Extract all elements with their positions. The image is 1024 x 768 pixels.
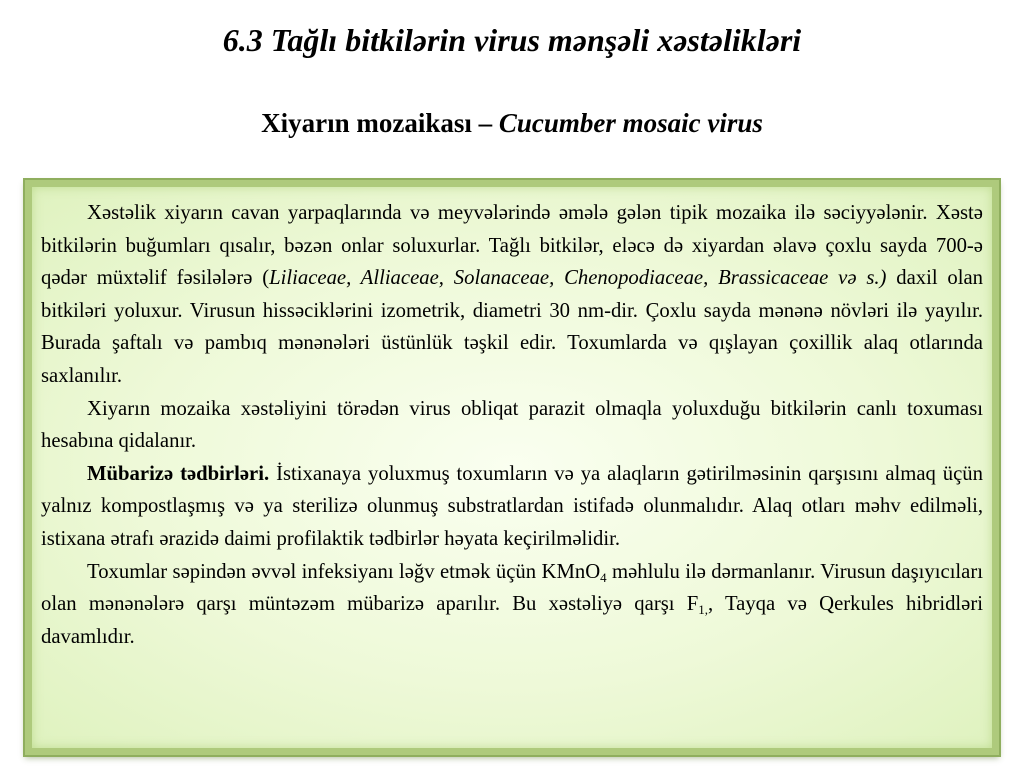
paragraph-seed-treatment: [41, 556, 983, 654]
slide-title: 6.3 Tağlı bitkilərin virus mənşəli xəstəlikləri: [222, 22, 802, 58]
subtitle-latin-name: Cucumber mosaic virus: [498, 108, 763, 138]
seed-treatment-text-2: məhlulu ilə dərmanlanır. Virusun daşıyıcıları olan mənənələrə qarşı müntəzəm mübarizə aparılır. Bu xəstəliyə qarşı F: [41, 560, 984, 616]
paragraph-control-measures: [41, 458, 983, 556]
control-measures-heading: Mübarizə tədbirləri.: [87, 462, 270, 485]
paragraph-pathogen: Xiyarın mozaika xəstəliyini törədən virus obliqat parazit olmaqla yoluxduğu bitkilərin canlı toxuması hesabına qidalanır.: [41, 397, 983, 453]
paragraph-description-text-2: daxil olan bitkiləri yoluxur. Virusun hissəciklərini izometrik, diametri 30 nm-dir. Çoxlu sayda mənənə növləri ilə yayılır. Burada şaftalı və pambıq mənənələri üstünlük təşkil edir. Toxumlarda və qışlayan çoxillik alaq otlarında saxlanılır.: [41, 267, 984, 387]
paragraph-description-text-1: Xəstəlik xiyarın cavan yarpaqlarında və meyvələrində əmələ gələn tipik mozaika ilə səciyyələnir. Xəstə bitkilərin buğumları qısalır, bəzən onlar soluxurlar. Tağlı bitkilər, eləcə də xiyardan əlavə çoxlu sayda 700-ə qədər müxtəlif fəsilələrə (: [41, 202, 983, 290]
control-measures-text: İstixanaya yoluxmuş toxumların və ya alaqların gətirilməsinin qarşısını almaq üçün yalnız kompostlaşmış və ya sterilizə olunmuş substratlardan istifadə olunmalıdır. Alaq otları məhv edilməli, istixana ətrafı ərazidə daimi profilaktik tədbirlər həyata keçirilməlidir.: [41, 462, 983, 550]
family-names: Liliaceae, Alliaceae, Solanaceae, Chenopodiaceae, Brassicaceae və s.): [269, 267, 887, 290]
subtitle-disease-name: Xiyarın mozaikası –: [261, 108, 499, 138]
kmno4-subscript: 4: [600, 569, 607, 585]
content-box: [25, 180, 999, 755]
f1-subscript: 1,: [698, 602, 708, 618]
paragraph-description: [41, 197, 983, 393]
slide-subtitle: [0, 108, 1024, 139]
seed-treatment-text-1: Toxumlar səpindən əvvəl infeksiyanı ləğv etmək üçün KMnO: [87, 560, 601, 583]
seed-treatment-text-3: , Tayqa və Qerkules hibridləri davamlıdır.: [41, 593, 983, 648]
